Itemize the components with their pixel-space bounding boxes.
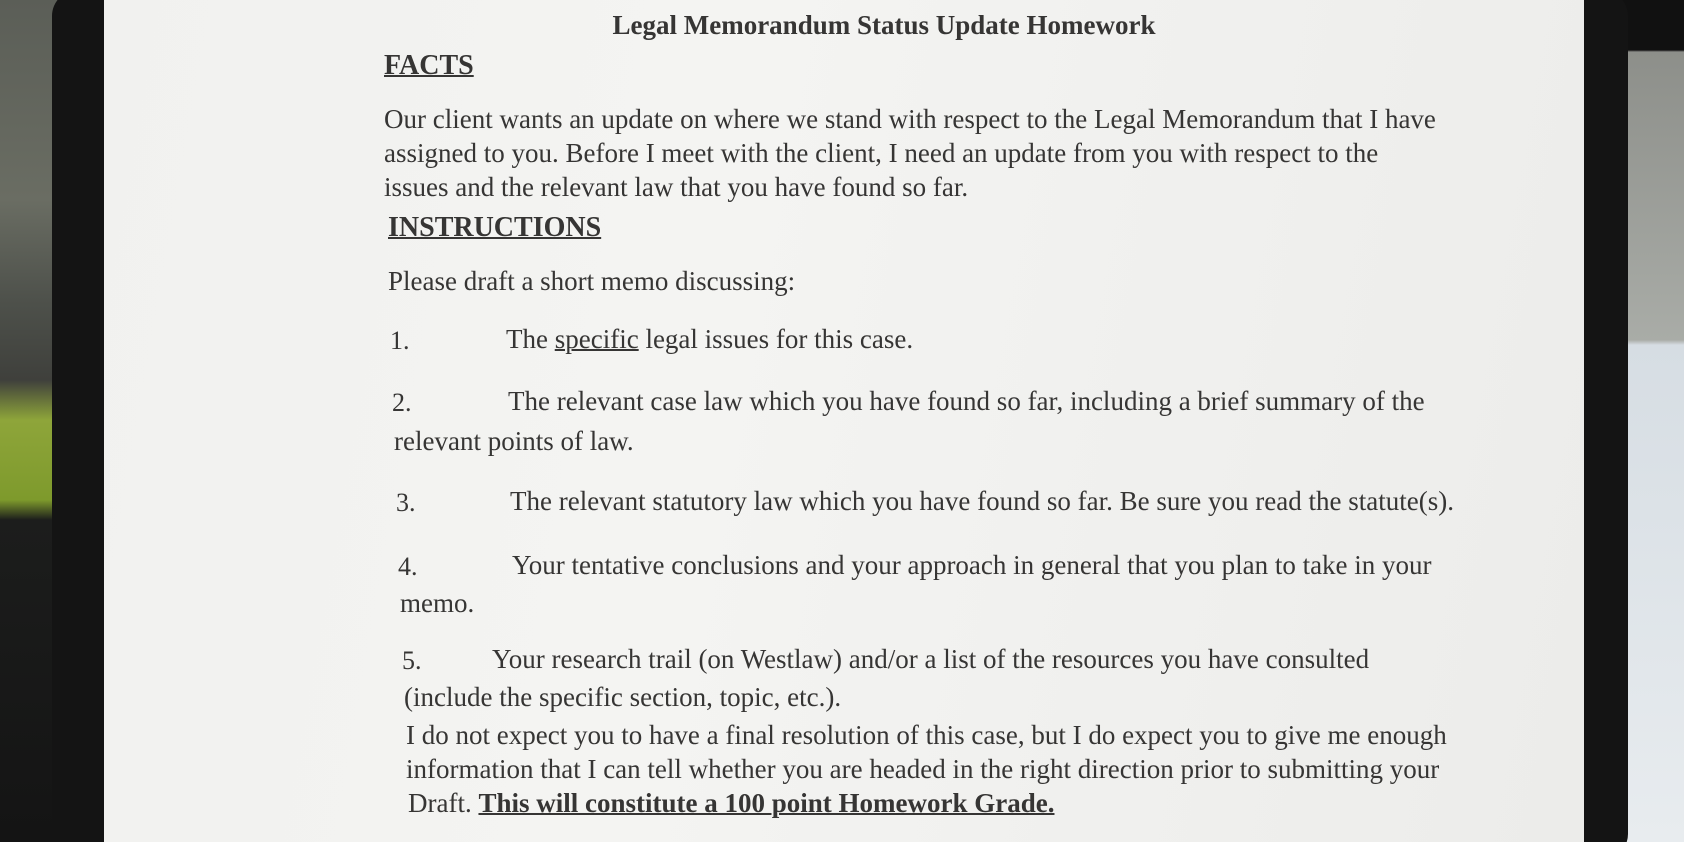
instructions-heading: INSTRUCTIONS [388, 212, 602, 243]
item-1-pre: The [506, 324, 555, 354]
item-3-number: 3. [396, 488, 416, 517]
item-2-line-2: relevant points of law. [394, 426, 634, 456]
item-5-line-1: Your research trail (on Westlaw) and/or a list of the resources you have consulted [492, 644, 1370, 674]
facts-line-1: Our client wants an update on where we stand with respect to the Legal Memorandum that I have [384, 104, 1436, 134]
document-title: Legal Memorandum Status Update Homework [612, 10, 1156, 40]
item-4-number: 4. [398, 552, 418, 581]
item-1-text [506, 322, 913, 356]
closing-line-2: information that I can tell whether you are headed in the right direction prior to submitting your [406, 754, 1440, 784]
item-5-line-2: (include the specific section, topic, etc.). [404, 682, 842, 712]
item-3-line-1: The relevant statutory law which you have found so far. Be sure you read the statute(s). [510, 486, 1454, 516]
item-4-line-1: Your tentative conclusions and your approach in general that you plan to take in your [512, 550, 1432, 580]
closing-line-3 [408, 786, 1054, 820]
item-2-line-1: The relevant case law which you have found so far, including a brief summary of the [508, 386, 1425, 416]
item-1-underlined: specific [554, 324, 639, 354]
item-1-number: 1. [390, 326, 410, 355]
grade-statement: This will constitute a 100 point Homework Grade. [478, 788, 1055, 818]
document-page [104, 0, 1584, 842]
closing-line-1: I do not expect you to have a final resolution of this case, but I do expect you to give me enough [406, 720, 1447, 750]
facts-line-3: issues and the relevant law that you have found so far. [384, 172, 969, 202]
facts-line-2: assigned to you. Before I meet with the client, I need an update from you with respect to the [384, 138, 1379, 168]
instructions-intro: Please draft a short memo discussing: [388, 266, 796, 296]
closing-plain-text: Draft. [408, 788, 479, 818]
item-2-number: 2. [392, 388, 412, 417]
item-1-post: legal issues for this case. [638, 324, 914, 354]
item-4-line-2: memo. [400, 588, 475, 618]
facts-heading: FACTS [384, 50, 474, 81]
desk-background-left [0, 0, 60, 842]
item-5-number: 5. [402, 646, 422, 675]
